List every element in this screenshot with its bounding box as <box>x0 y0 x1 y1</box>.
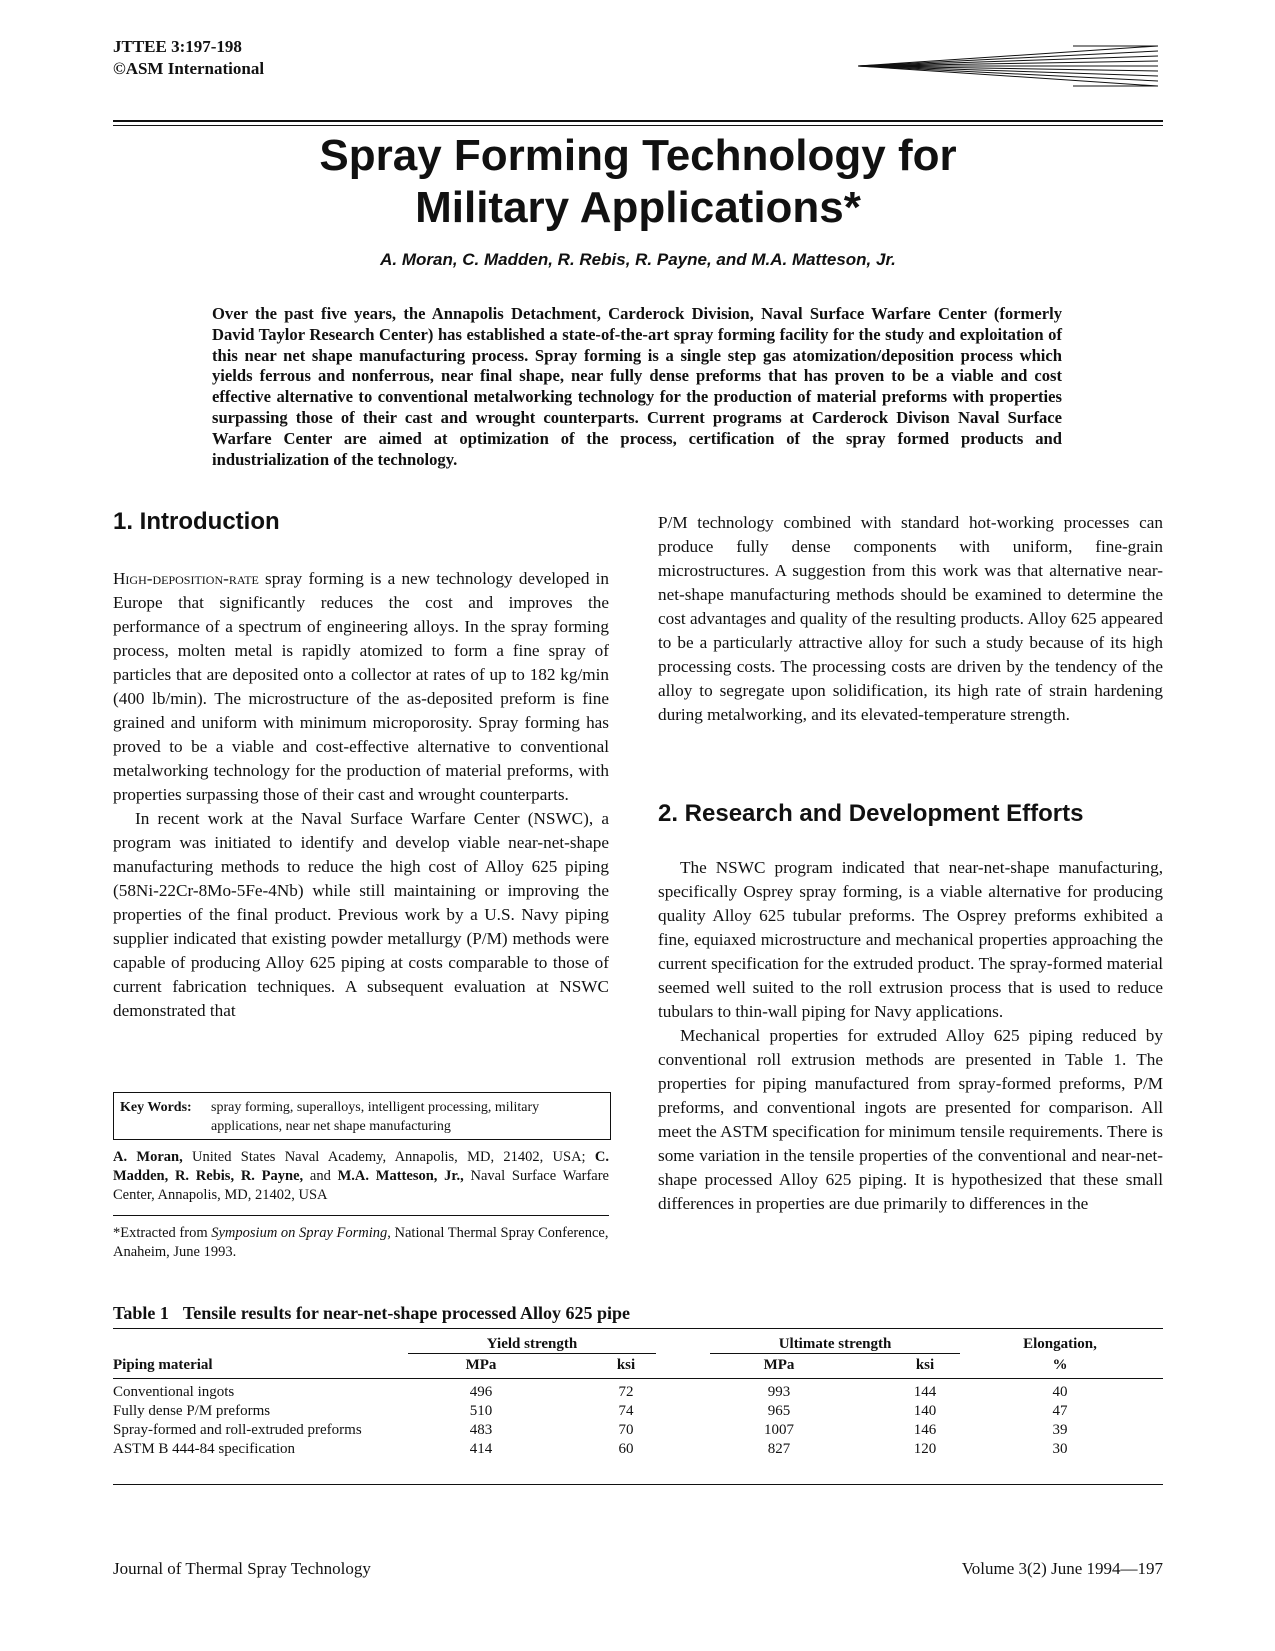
table-header-ultimate-ksi: ksi <box>915 1357 935 1373</box>
abstract: Over the past five years, the Annapolis Detachment, Carderock Division, Naval Surface Warfare Center (formerly David Taylor Research Center) has established a state-of-the-art spray forming facility for the study and exploitation of this near net shape manufacturing process. Spray forming is a single step gas atomization/deposition process which yields ferrous and nonferrous, near final shape, near fully dense preforms that has proven to be a viable and cost effective alternative to conventional metalworking technology for the production of material preforms with properties surpassing those of their cast and wrought counterparts. Current programs at Carderock Divison Naval Surface Warfare Center are aimed at optimization of the process, certification of the spray formed products and industrialization of the technology. <box>212 304 1062 469</box>
table-header-material: Piping material <box>113 1357 213 1373</box>
title-rule-lower <box>113 125 1163 126</box>
table-group-yield: Yield strength <box>408 1336 656 1354</box>
intro-paragraph-2: In recent work at the Naval Surface Warfare Center (NSWC), a program was initiated to identify and develop viable near-net-shape manufacturing methods to reduce the high cost of Alloy 625 piping (58Ni-22Cr-8Mo-5Fe-4Nb) while still maintaining or improving the properties of the final product. Previous work by a U.S. Navy piping supplier indicated that existing powder metallurgy (P/M) methods were capable of producing Alloy 625 piping at costs comparable to those of current fabrication techniques. A subsequent evaluation at NSWC demonstrated that <box>113 809 609 1020</box>
paper-title-line2: Military Applications* <box>415 183 861 232</box>
affil-author-last: M.A. Matteson, Jr., <box>337 1168 464 1184</box>
cell-ultimate-mpa: 1007 <box>764 1422 794 1438</box>
table-group-ultimate: Ultimate strength <box>710 1336 960 1354</box>
intro-lead-in: High-deposition-rate <box>113 569 259 588</box>
journal-code: JTTEE 3:197-198 <box>113 37 242 56</box>
intro-body <box>113 567 609 1023</box>
cell-elongation: 47 <box>1052 1403 1068 1419</box>
cell-ultimate-mpa: 965 <box>767 1403 791 1419</box>
table-row <box>113 1422 1163 1441</box>
table-header-yield-mpa: MPa <box>465 1357 497 1373</box>
affil-text-1: United States Naval Academy, Annapolis, MD, 21402, USA; <box>182 1149 595 1165</box>
research-body <box>658 856 1163 1216</box>
cell-ultimate-mpa: 993 <box>767 1384 791 1400</box>
intro-paragraph-1-text: spray forming is a new technology developed in Europe that significantly reduces the cost and improves the performance of a spectrum of engineering alloys. In the spray forming process, molten metal is rapidly atomized to form a fine spray of particles that are deposited onto a collector at rates of up to 182 kg/min (400 lb/min). The microstructure of the as-deposited preform is fine grained and uniform with minimum microporosity. Spray forming has proved to be a viable and cost-effective alternative to conventional metalworking technology for the production of material preforms, with properties surpassing those of their cast and wrought counterparts. <box>113 569 609 804</box>
cell-yield-ksi: 72 <box>618 1384 634 1400</box>
footnote-rule <box>113 1215 609 1216</box>
table-body <box>113 1384 1163 1460</box>
cell-elongation: 39 <box>1052 1422 1068 1438</box>
footnote-suffix: , National Thermal Spray Conference, Anaheim, June 1993. <box>113 1225 609 1260</box>
footnote-source: Symposium on Spray Forming <box>211 1225 388 1241</box>
cell-yield-ksi: 70 <box>618 1422 634 1438</box>
affil-authors-2: C. Madden, R. Rebis, R. Payne, <box>113 1149 609 1184</box>
research-paragraph-2: Mechanical properties for extruded Alloy 625 piping reduced by conventional roll extrusion methods are presented in Table 1. The properties for piping manufactured from spray-formed preforms, P/M preforms, and conventional ingots are presented for comparison. All meet the ASTM specification for minimum tensile requirements. There is some variation in the tensile properties of the conventional and near-net-shape processed Alloy 625 piping. It is hypothesized that these small differences in properties are due primarily to differences in the <box>658 1026 1163 1213</box>
cell-ultimate-ksi: 140 <box>913 1403 937 1419</box>
cell-ultimate-mpa: 827 <box>767 1441 791 1457</box>
research-paragraph-1: The NSWC program indicated that near-net-shape manufacturing, specifically Osprey spray forming, is a viable alternative for producing quality Alloy 625 tubular preforms. The Osprey preforms exhibited a fine, equiaxed microstructure and mechanical properties approaching the current specification for the extruded product. The spray-formed material seemed well suited to the roll extrusion process that is used to reduce tubulars to thin-wall piping for Navy applications. <box>658 858 1163 1021</box>
keywords-text: spray forming, superalloys, intelligent processing, military applications, near net shape manufacturing <box>211 1100 540 1134</box>
affil-and: and <box>303 1168 338 1184</box>
cell-yield-ksi: 60 <box>618 1441 634 1457</box>
intro-paragraph-1 <box>113 567 609 807</box>
cell-material: Conventional ingots <box>113 1384 235 1400</box>
section-2 <box>658 800 1163 828</box>
table-header-ultimate-mpa: MPa <box>763 1357 795 1373</box>
section-2-heading: 2. Research and Development Efforts <box>658 800 1084 827</box>
intro-paragraph-3: P/M technology combined with standard hot-working processes can produce fully dense components with uniform, fine-grain microstructures. A suggestion from this work was that alternative near-net-shape manufacturing methods should be examined to determine the cost advantages and quality of the resulting products. Alloy 625 appeared to be a particularly attractive alloy for such a study because of its high processing costs. The processing costs are driven by the tendency of the alloy to segregate upon solidification, its high rate of strain hardening during metalworking, and its elevated-temperature strength. <box>658 513 1163 724</box>
paper-title <box>113 130 1163 234</box>
table-header-elongation-unit: % <box>1052 1357 1068 1373</box>
journal-header <box>113 36 264 80</box>
cell-ultimate-ksi: 144 <box>913 1384 937 1400</box>
cell-ultimate-ksi: 120 <box>913 1441 937 1457</box>
title-rule-upper <box>113 120 1163 122</box>
cell-material: ASTM B 444-84 specification <box>113 1441 296 1457</box>
author-affiliations <box>113 1148 609 1205</box>
table-row <box>113 1441 1163 1460</box>
cell-yield-mpa: 510 <box>469 1403 493 1419</box>
keywords-label: Key Words: <box>120 1100 192 1115</box>
cell-ultimate-ksi: 146 <box>913 1422 937 1438</box>
cell-material: Fully dense P/M preforms <box>113 1403 271 1419</box>
copyright-notice: ©ASM International <box>113 59 265 78</box>
table-row <box>113 1403 1163 1422</box>
footnote <box>113 1224 609 1262</box>
paper-title-line1: Spray Forming Technology for <box>319 131 957 180</box>
table-header-rule <box>113 1378 1163 1379</box>
table-label: Table 1 <box>113 1303 169 1323</box>
affil-text-2: Naval Surface Warfare Center, Annapolis, MD, 21402, USA <box>113 1168 609 1203</box>
cell-yield-mpa: 414 <box>469 1441 493 1457</box>
footer-journal: Journal of Thermal Spray Technology <box>113 1559 371 1578</box>
intro-continued <box>658 511 1163 727</box>
affil-author-1: A. Moran, <box>113 1149 183 1165</box>
table-row <box>113 1384 1163 1403</box>
table-top-rule <box>113 1328 1163 1329</box>
cell-yield-mpa: 496 <box>469 1384 493 1400</box>
footnote-prefix: *Extracted from <box>113 1225 212 1241</box>
section-1-heading: 1. Introduction <box>113 508 280 535</box>
section-1 <box>113 508 609 536</box>
table-title: Tensile results for near-net-shape processed Alloy 625 pipe <box>182 1303 631 1323</box>
cell-yield-ksi: 74 <box>618 1403 634 1419</box>
keywords-box <box>113 1092 611 1140</box>
cell-elongation: 30 <box>1052 1441 1068 1457</box>
author-list: A. Moran, C. Madden, R. Rebis, R. Payne, and M.A. Matteson, Jr. <box>380 250 896 269</box>
table-bottom-rule <box>113 1484 1163 1485</box>
cell-elongation: 40 <box>1052 1384 1068 1400</box>
table-caption <box>113 1303 630 1324</box>
header-decoration <box>858 42 1158 90</box>
cell-material: Spray-formed and roll-extruded preforms <box>113 1422 362 1438</box>
cell-yield-mpa: 483 <box>469 1422 493 1438</box>
footer-volume-page: Volume 3(2) June 1994—197 <box>961 1559 1163 1578</box>
table-header-elongation: Elongation, <box>1023 1336 1097 1352</box>
table-header-yield-ksi: ksi <box>616 1357 636 1373</box>
